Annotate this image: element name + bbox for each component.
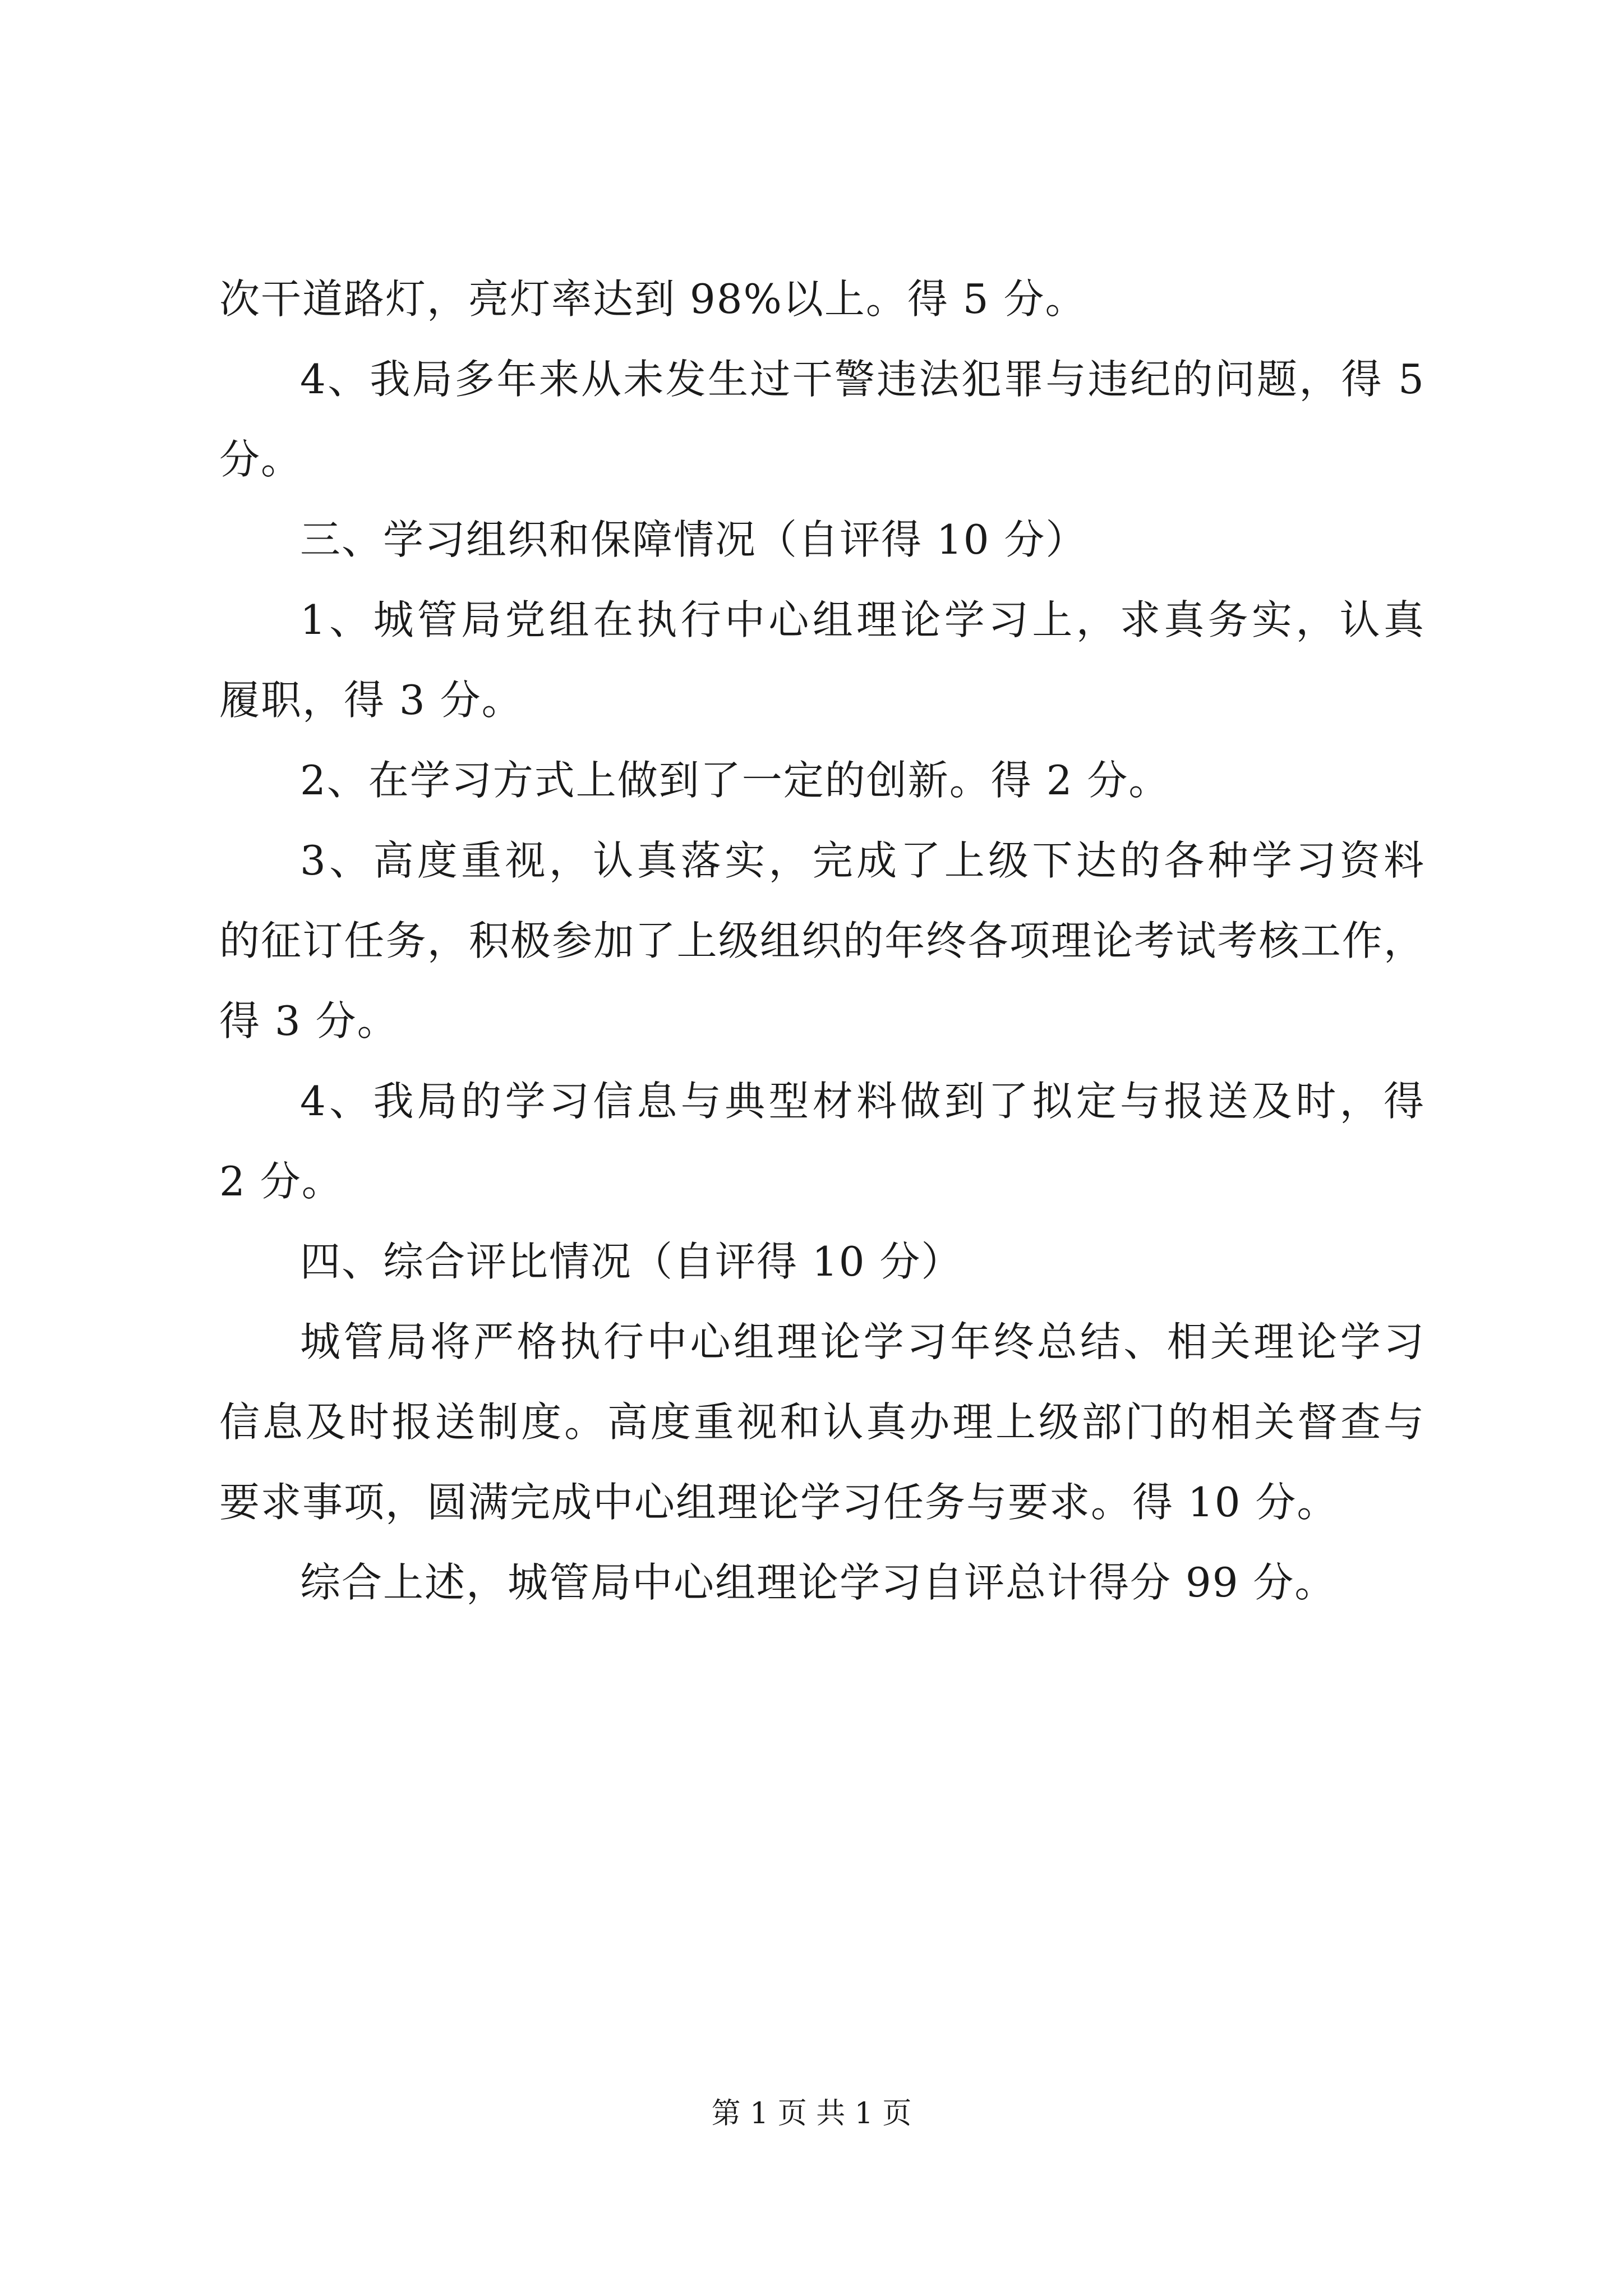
text-line: 2 分。	[219, 1158, 343, 1205]
text-line: 3、高度重视，认真落实，完成了上级下达的各种学习资料	[300, 837, 1425, 884]
text-line: 次干道路灯，亮灯率达到 98%以上。得 5 分。	[219, 275, 1087, 323]
text-line: 4、我局多年来从未发生过干警违法犯罪与违纪的问题，得 5	[300, 356, 1425, 403]
text-line: 信息及时报送制度。高度重视和认真办理上级部门的相关督查与	[219, 1398, 1425, 1446]
text-line: 分。	[219, 436, 303, 483]
text-line: 城管局将严格执行中心组理论学习年终总结、相关理论学习	[300, 1318, 1425, 1365]
text-line: 4、我局的学习信息与典型材料做到了拟定与报送及时，得	[300, 1078, 1425, 1125]
text-line: 履职，得 3 分。	[219, 677, 523, 724]
page-footer: 第 1 页 共 1 页	[711, 2097, 912, 2131]
text-line: 要求事项，圆满完成中心组理论学习任务与要求。得 10 分。	[219, 1479, 1339, 1526]
text-line: 得 3 分。	[219, 997, 399, 1045]
section-heading: 三、学习组织和保障情况（自评得 10 分）	[300, 516, 1087, 563]
text-line: 的征订任务，积极参加了上级组织的年终各项理论考试考核工作，	[219, 917, 1425, 964]
text-line: 1、城管局党组在执行中心组理论学习上，求真务实，认真	[300, 596, 1425, 643]
text-line: 2、在学习方式上做到了一定的创新。得 2 分。	[300, 757, 1170, 804]
text-line: 综合上述，城管局中心组理论学习自评总计得分 99 分。	[300, 1559, 1336, 1606]
section-heading: 四、综合评比情况（自评得 10 分）	[300, 1238, 963, 1285]
